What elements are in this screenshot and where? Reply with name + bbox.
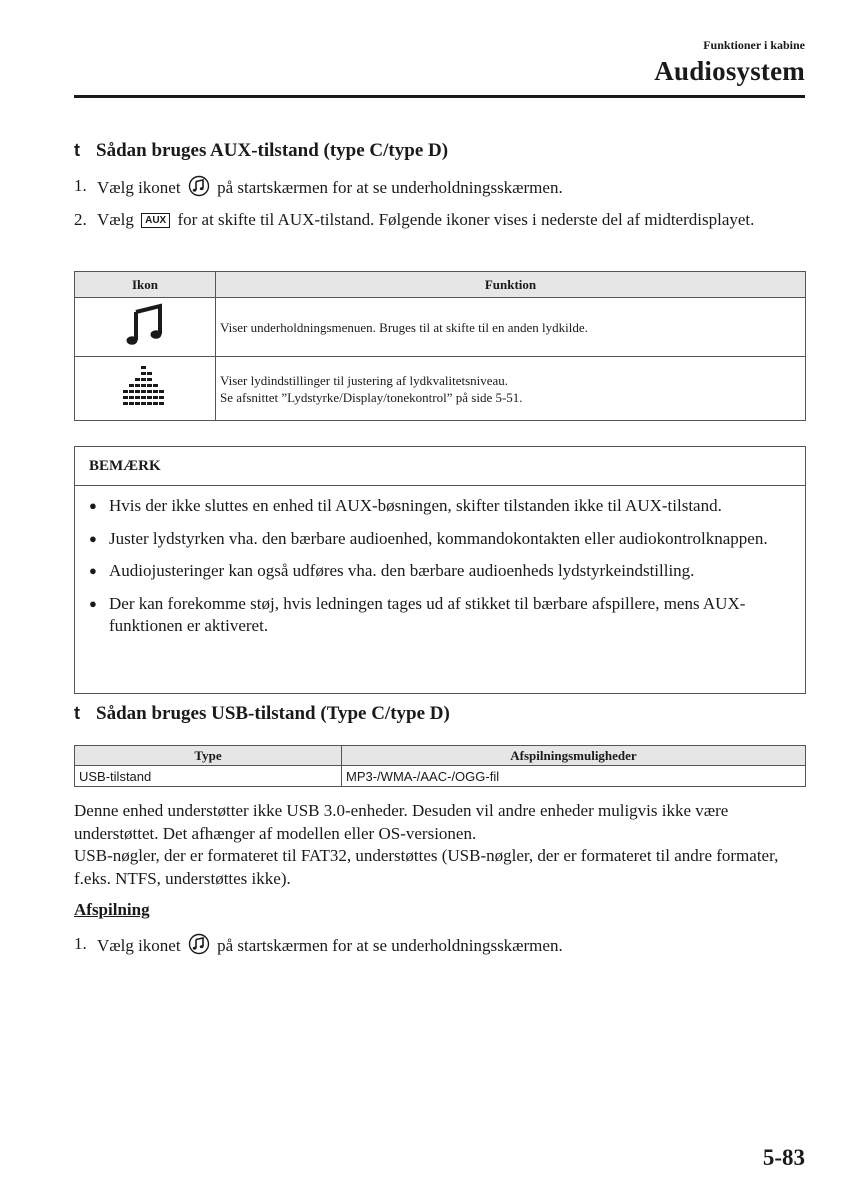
table-header-icon: Ikon [75,272,216,298]
function-line: Viser lydindstillinger til justering af lydkvalitetsniveau. [220,372,509,388]
icon-cell [75,357,216,421]
icon-function-table [74,271,806,421]
step-text-after: for at skifte til AUX-tilstand. Følgende ikoner vises i nederste del af midterdisplayet. [177,210,755,229]
table-header-function: Funktion [216,272,806,298]
function-cell [216,298,806,357]
bullet: ● [89,595,97,611]
function-line: Se afsnittet ”Lydstyrke/Display/tonekontrol” på side 5-51. [220,389,523,405]
step-text-before: Vælg ikonet [97,936,181,955]
usb-type-table [74,745,806,787]
table-header-playback: Afspilningsmuligheder [342,746,806,766]
function-line: Viser underholdningsmenuen. Bruges til at skifte til en anden lydkilde. [220,319,588,335]
step-text-before: Vælg ikonet [97,178,181,197]
table-row [75,357,806,421]
note-list [75,486,805,638]
usb-heading-text: Sådan bruges USB-tilstand (Type C/type D) [96,703,450,724]
step-text-before: Vælg [97,210,134,229]
aux-section-heading [74,140,448,162]
step-number: 1. [74,176,87,195]
step-number: 1. [74,934,87,953]
table-header-type: Type [75,746,342,766]
section-marker: t [74,703,80,723]
note-text: Juster lydstyrken vha. den bærbare audioenhed, kommandokontakten eller audiokontrolknappen. [109,528,768,548]
icon-cell [75,298,216,357]
equalizer-icon [121,363,169,411]
aux-heading-text: Sådan bruges AUX-tilstand (type C/type D) [96,140,449,161]
table-cell: USB-tilstand [75,766,342,787]
note-title: BEMÆRK [75,447,805,486]
usb-paragraph-1: Denne enhed understøtter ikke USB 3.0-enheder. Desuden vil andre enheder muligvis ikke være understøttet. Det afhænger af modellen eller OS-versionen. [74,801,729,843]
note-text: Hvis der ikke sluttes en enhed til AUX-bøsningen, skifter tilstanden ikke til AUX-tilstand. [109,496,722,515]
function-cell [216,357,806,421]
table-cell: MP3-/WMA-/AAC-/OGG-fil [342,766,806,787]
header-rule [74,95,805,98]
step-number: 2. [74,210,87,229]
playback-subheading: Afspilning [74,900,150,919]
bullet: ● [89,498,97,513]
step-text-after: på startskærmen for at se underholdningsskærmen. [217,178,563,197]
music-note-icon [123,303,167,347]
bullet: ● [89,563,97,578]
note-text: Der kan forekomme støj, hvis ledningen tages ud af stikket til bærbare afspillere, mens AUX-funktionen er aktiveret. [109,593,746,635]
music-circle-icon [188,175,210,204]
list-item [89,495,791,518]
usb-paragraph-2: USB-nøgler, der er formateret til FAT32, understøttes (USB-nøgler, der er formateret til andre formater, f.eks. NTFS, understøttes ikke). [74,846,779,888]
page-number: 5-83 [762,1145,805,1170]
step-text-after: på startskærmen for at se underholdningsskærmen. [217,936,563,955]
section-marker: t [74,140,80,160]
page-title: Audiosystem [654,56,805,86]
aux-step-2 [74,209,805,232]
list-item [89,560,791,583]
note-box [74,446,806,694]
header-section-label: Funktioner i kabine [703,38,805,52]
list-item [89,528,791,551]
music-circle-icon [188,933,210,962]
usb-section-heading [74,703,450,725]
table-row [75,298,806,357]
note-text: Audiojusteringer kan også udføres vha. den bærbare audioenheds lydstyrkeindstilling. [109,561,695,580]
aux-button-label: AUX [141,213,170,228]
usb-step-1 [74,933,805,962]
list-item [89,593,791,638]
table-row [75,766,806,787]
bullet: ● [89,530,97,546]
aux-step-1 [74,175,805,204]
